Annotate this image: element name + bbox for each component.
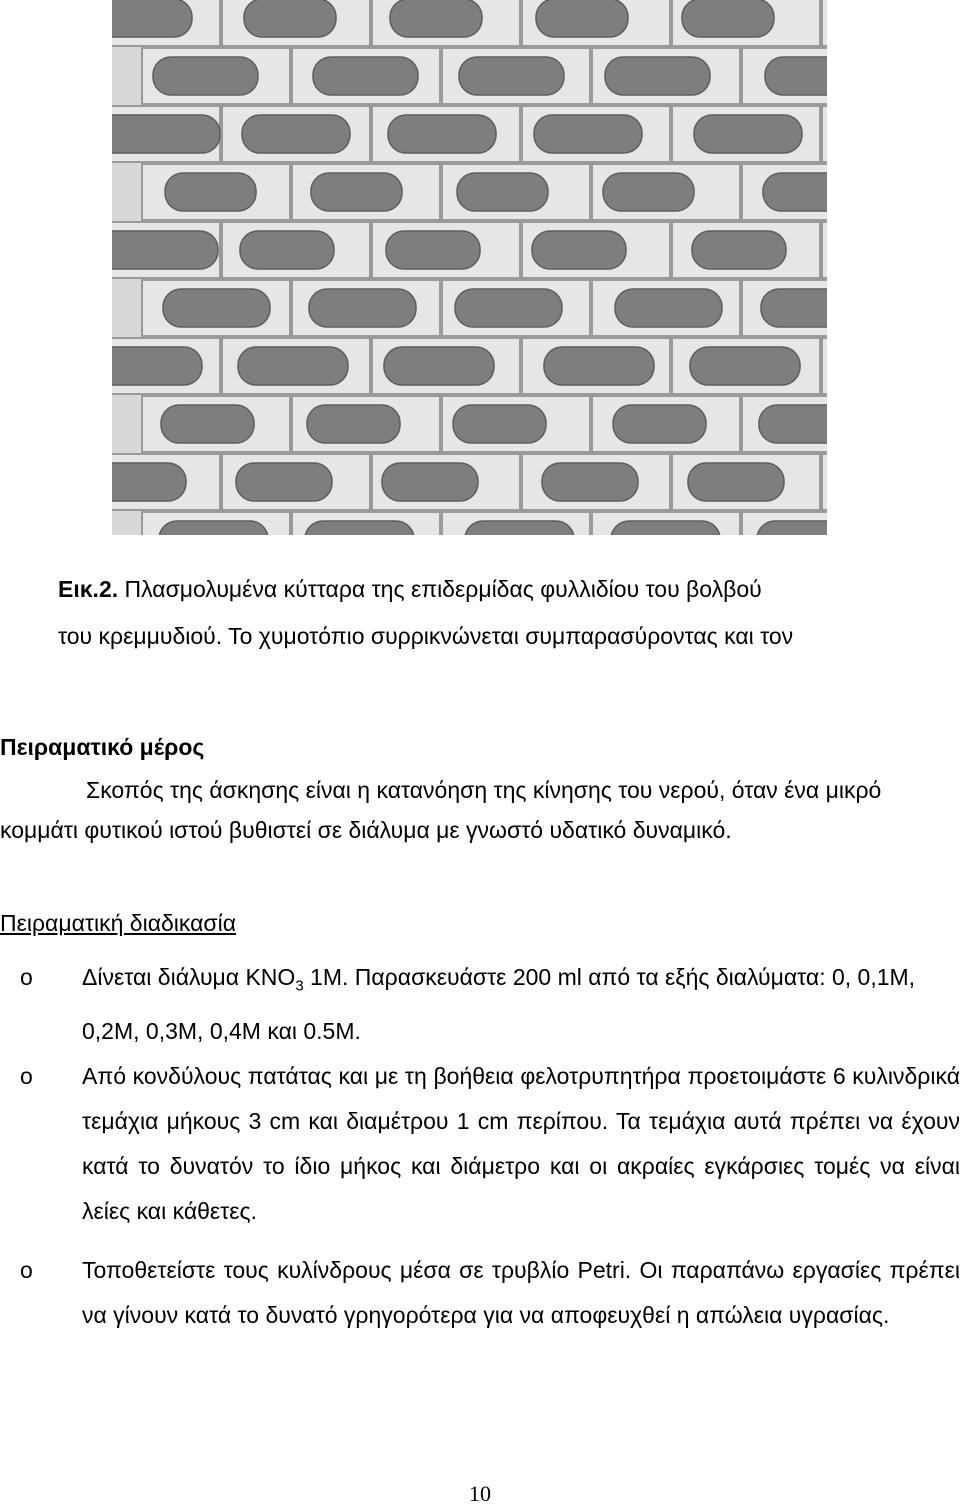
protoplast [536,0,628,37]
caption-line-1: Πλασμολυμένα κύτταρα της επιδερμίδας φυλλιδίου του βολβού [118,576,762,602]
protoplast [761,289,827,327]
protoplast [236,463,332,501]
cell-wall [822,338,827,394]
protoplast [384,347,494,385]
caption-line-2: του κρεμμυδιού. Το χυμοτόπιο συρρικνώνεται συμπαρασύροντας και τον [58,623,794,649]
protoplast [757,521,827,535]
step-1-text-a: Δίνεται διάλυμα KNO [82,964,296,990]
protoplast [455,289,562,327]
bullet-marker: o [20,964,33,990]
protoplast [242,115,350,153]
cell-wall [822,106,827,162]
protoplast [459,57,564,95]
section-heading: Πειραματικό μέρος [0,734,205,760]
protoplast [532,231,626,269]
protoplast [112,463,186,501]
protoplast [682,0,774,37]
protoplast [765,57,827,95]
protoplast [457,173,548,211]
bullet-marker: o [20,1062,33,1089]
protoplast [112,231,218,269]
step-2-text: Από κονδύλους πατάτας και με τη βοήθεια φελοτρυπητήρα προετοιμάστε 6 κυλινδρικά τεμάχια μήκους 3 cm και διαμέτρου 1 cm περίπου. Τα τεμάχια αυτά πρέπει να έχουν κατά το δυνατόν το ίδιο μήκος και διάμετρο και οι ακραίες εγκάρσιες τομές να είναι λείες και κάθετες. [82,1062,960,1224]
procedure-heading: Πειραματική διαδικασία [0,910,237,936]
protoplast [390,0,482,37]
list-item [0,1054,960,1234]
protoplast [159,521,268,535]
cell-wall [822,454,827,510]
protoplast [611,521,720,535]
protoplast [240,231,334,269]
protoplast [613,405,706,443]
step-3-text: Τοποθετείστε τους κυλίνδρους μέσα σε τρυβλίο Petri. Οι παραπάνω εργασίες πρέπει να γίνουν κατά το δυνατό γρηγορότερα για να αποφευχθεί η απώλεια υγρασίας. [82,1256,960,1328]
figure-caption [58,566,878,660]
protoplast [603,173,694,211]
protoplast [311,173,402,211]
protoplast [161,405,254,443]
cell-wall [822,222,827,278]
protoplast [165,173,256,211]
protoplast [465,521,574,535]
protoplast [688,463,784,501]
protoplast [153,57,258,95]
protoplast [305,521,414,535]
protoplast [453,405,546,443]
protoplast [309,289,416,327]
protoplast [238,347,348,385]
protoplast [694,115,802,153]
purpose-paragraph [0,770,960,850]
cell-wall [822,0,827,46]
protoplast [307,405,400,443]
protoplast [605,57,710,95]
protoplast [542,463,638,501]
purpose-text: Σκοπός της άσκησης είναι η κατανόηση της κίνησης του νερού, όταν ένα μικρό κομμάτι φυτικού ιστού βυθιστεί σε διάλυμα με γνωστό υδατικό δυναμικό. [0,777,882,843]
protoplast [544,347,654,385]
protoplast [112,347,202,385]
list-item [0,955,960,1054]
protoplast [692,231,786,269]
page-number: 10 [469,1481,491,1506]
protoplast [382,463,478,501]
protoplast [112,0,192,37]
protoplast [534,115,642,153]
step-1-text-b: 1M. Παρασκευάστε 200 ml από τα εξής διαλύματα: 0, 0,1M, 0,2M, 0,3M, 0,4M και 0.5M. [82,964,916,1044]
protoplast [244,0,336,37]
protoplast [388,115,496,153]
list-item [0,1248,960,1338]
protoplast [313,57,418,95]
protoplast [386,231,480,269]
protoplast [690,347,800,385]
protoplast [759,405,827,443]
protoplast [615,289,722,327]
protoplast [763,173,827,211]
plasmolysis-micrograph [112,0,827,535]
step-1-subscript: 3 [295,977,304,995]
cut-off-text-fragment [100,666,180,676]
protoplast [163,289,270,327]
caption-label: Εικ.2. [58,576,119,602]
protoplast [112,115,220,153]
procedure-list [0,955,960,1338]
bullet-marker: o [20,1256,33,1283]
